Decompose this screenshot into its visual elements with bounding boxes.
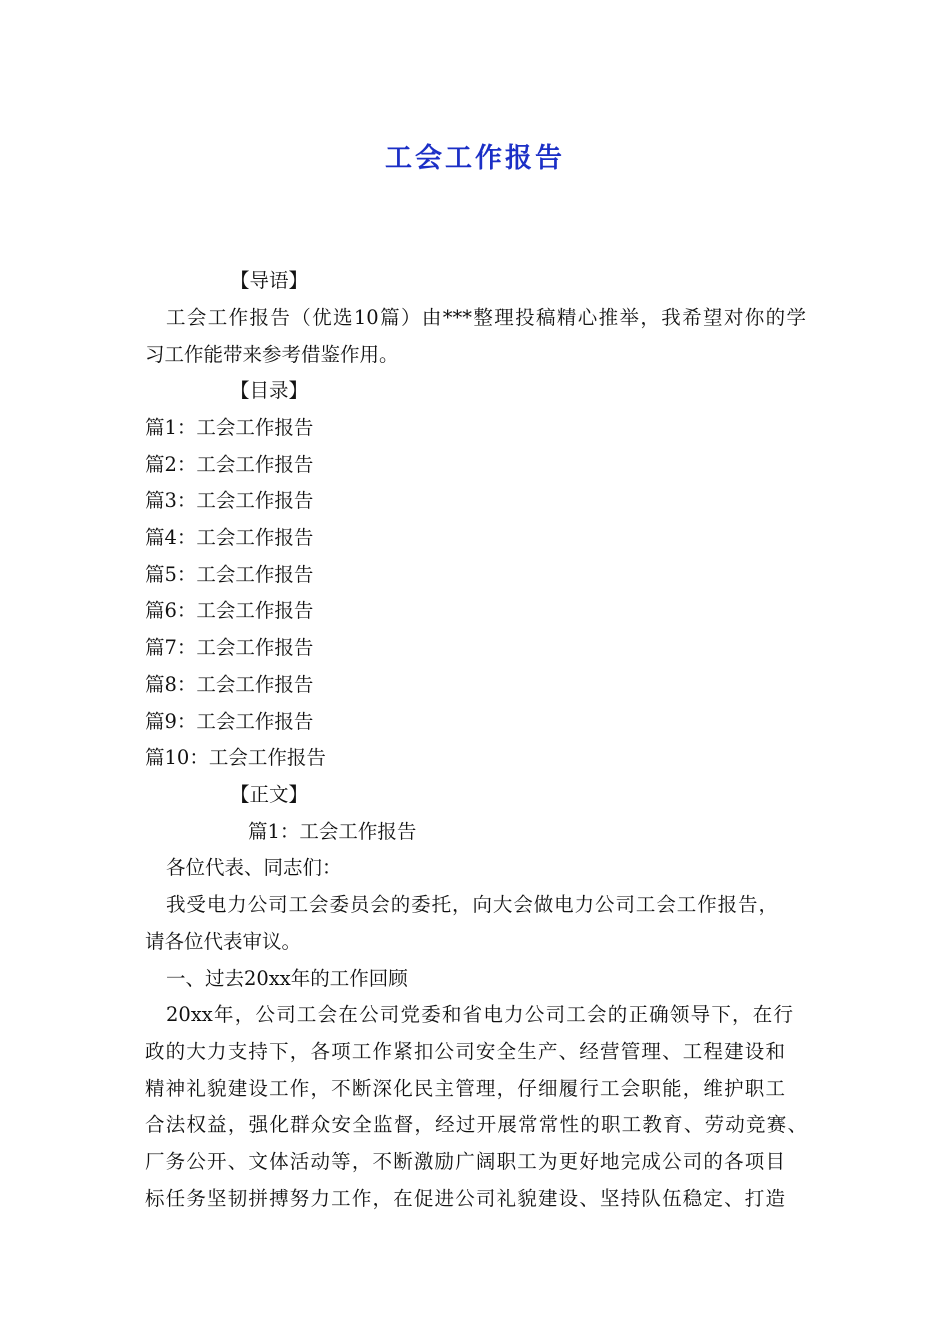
intro-heading: 【导语】 bbox=[230, 269, 309, 292]
document-title: 工会工作报告 bbox=[385, 143, 565, 174]
toc-item: 篇9：工会工作报告 bbox=[145, 710, 314, 733]
body-heading: 【正文】 bbox=[230, 783, 309, 806]
paragraph-line: 精神礼貌建设工作，不断深化民主管理，仔细履行工会职能，维护职工 bbox=[145, 1077, 785, 1100]
paragraph-line: 标任务坚韧拼搏努力工作，在促进公司礼貌建设、坚持队伍稳定、打造 bbox=[145, 1187, 785, 1210]
paragraph-line: 请各位代表审议。 bbox=[145, 930, 302, 953]
paragraph-line: 厂务公开、文体活动等，不断激励广阔职工为更好地完成公司的各项目 bbox=[145, 1150, 785, 1173]
intro-line: 工会工作报告（优选10篇）由***整理投稿精心推举，我希望对你的学 bbox=[166, 306, 806, 329]
toc-item: 篇2：工会工作报告 bbox=[145, 453, 314, 476]
article-title: 篇1：工会工作报告 bbox=[248, 820, 417, 843]
toc-item: 篇7：工会工作报告 bbox=[145, 636, 314, 659]
toc-item: 篇4：工会工作报告 bbox=[145, 526, 314, 549]
toc-item: 篇3：工会工作报告 bbox=[145, 489, 314, 512]
toc-item: 篇6：工会工作报告 bbox=[145, 599, 314, 622]
section-heading: 一、过去20xx年的工作回顾 bbox=[166, 967, 408, 990]
greeting: 各位代表、同志们： bbox=[166, 856, 342, 879]
toc-item: 篇1：工会工作报告 bbox=[145, 416, 314, 439]
toc-heading: 【目录】 bbox=[230, 379, 309, 402]
intro-line: 习工作能带来参考借鉴作用。 bbox=[145, 343, 399, 366]
toc-item: 篇8：工会工作报告 bbox=[145, 673, 314, 696]
paragraph-line: 政的大力支持下，各项工作紧扣公司安全生产、经营管理、工程建设和 bbox=[145, 1040, 785, 1063]
paragraph-line: 我受电力公司工会委员会的委托，向大会做电力公司工会工作报告， bbox=[166, 893, 778, 916]
toc-item: 篇10：工会工作报告 bbox=[145, 746, 326, 769]
paragraph-line: 合法权益，强化群众安全监督，经过开展常常性的职工教育、劳动竞赛、 bbox=[145, 1113, 807, 1136]
paragraph-line: 20xx年，公司工会在公司党委和省电力公司工会的正确领导下，在行 bbox=[166, 1003, 793, 1026]
toc-item: 篇5：工会工作报告 bbox=[145, 563, 314, 586]
